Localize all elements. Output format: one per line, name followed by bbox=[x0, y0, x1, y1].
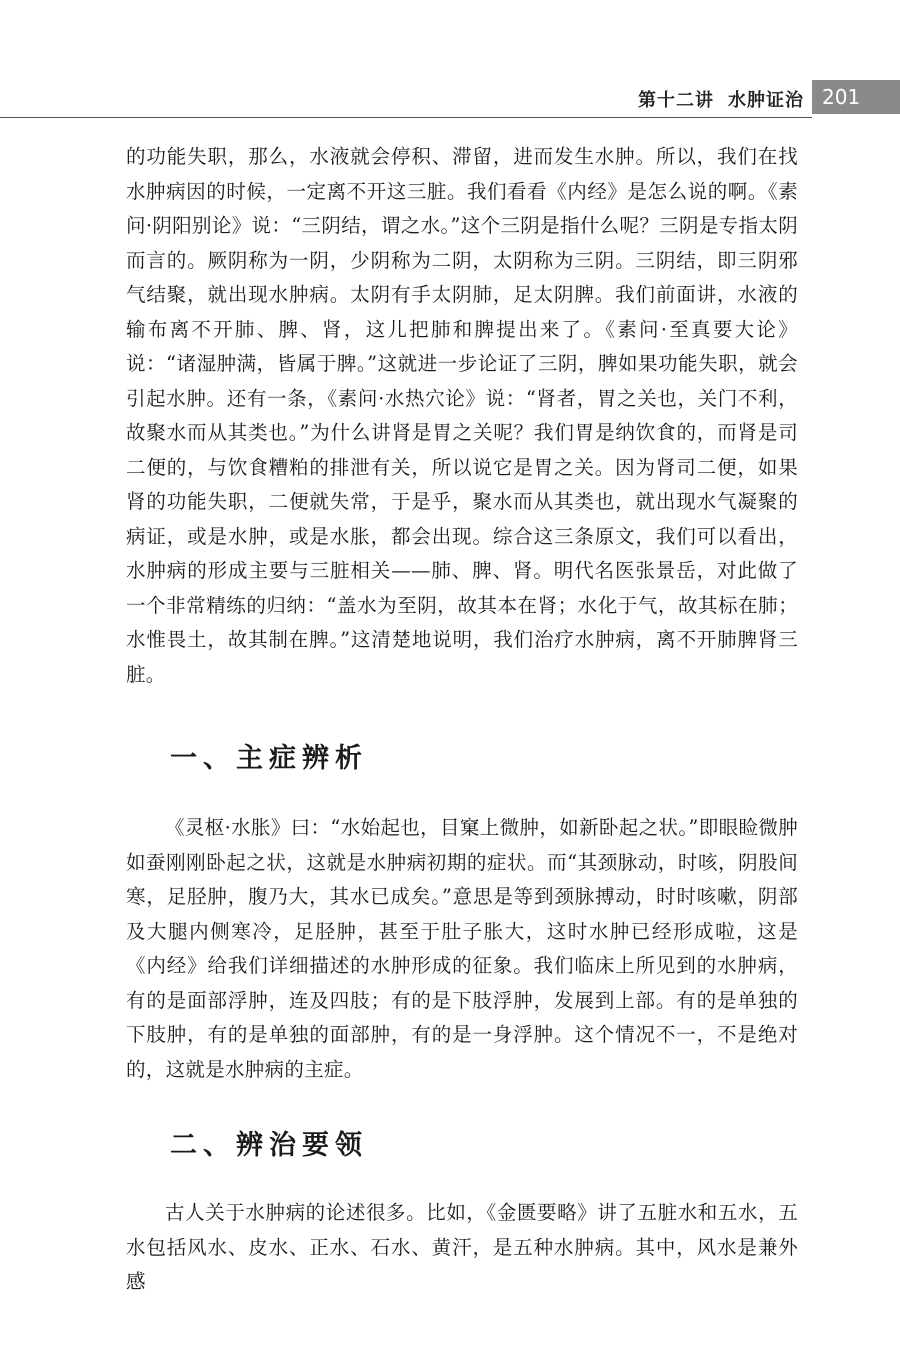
section-heading: 一、主症辨析 bbox=[170, 743, 368, 774]
body-paragraph: 的功能失职，那么，水液就会停积、滞留，进而发生水肿。所以，我们在找水肿病因的时候，一定离不开这三脏。我们看看《内经》是怎么说的啊。《素问·阴阳别论》说：“三阴结，谓之水。”这个三阴是指什么呢？三阴是专指太阴而言的。厥阴称为一阴，少阴称为二阴，太阴称为三阴。三阴结，即三阴邪气结聚，就出现水肿病。太阴有手太阴肺，足太阴脾。我们前面讲，水液的输布离不开肺、脾、肾，这儿把肺和脾提出来了。《素问·至真要大论》说：“诸湿肿满，皆属于脾。”这就进一步论证了三阴，脾如果功能失职，就会引起水肿。还有一条，《素问·水热穴论》说：“肾者，胃之关也，关门不利，故聚水而从其类也。”为什么讲肾是胃之关呢？我们胃是纳饮食的，而肾是司二便的，与饮食糟粕的排泄有关，所以说它是胃之关。因为肾司二便，如果肾的功能失职，二便就失常，于是乎，聚水而从其类也，就出现水气凝聚的病证，或是水肿，或是水胀，都会出现。综合这三条原文，我们可以看出，水肿病的形成主要与三脏相关——肺、脾、肾。明代名医张景岳，对此做了一个非常精练的归纳：“盖水为至阴，故其本在肾；水化于气，故其标在肺；水惟畏土，故其制在脾。”这清楚地说明，我们治疗水肿病，离不开肺脾肾三脏。 bbox=[126, 145, 798, 686]
body-paragraph: 《灵枢·水胀》曰：“水始起也，目窠上微肿，如新卧起之状。”即眼睑微肿如蚕刚刚卧起之状，这就是水肿病初期的症状。而“其颈脉动，时咳，阴股间寒，足胫肿，腹乃大，其水已成矣。”意思是等到颈脉搏动，时时咳嗽，阴部及大腿内侧寒冷，足胫肿，甚至于肚子胀大，这时水肿已经形成啦，这是《内经》给我们详细描述的水肿形成的征象。我们临床上所见到的水肿病，有的是面部浮肿，连及四肢；有的是下肢浮肿，发展到上部。有的是单独的下肢肿，有的是单独的面部肿，有的是一身浮肿。这个情况不一，不是绝对的，这就是水肿病的主症。 bbox=[126, 816, 798, 1081]
section-heading: 二、辨治要领 bbox=[170, 1130, 368, 1161]
chapter-label: 第十二讲 bbox=[638, 90, 714, 111]
page-body bbox=[126, 140, 798, 1300]
page-number: 201 bbox=[812, 80, 900, 114]
chapter-title: 水肿证治 bbox=[728, 90, 804, 111]
body-paragraph: 古人关于水肿病的论述很多。比如，《金匮要略》讲了五脏水和五水，五水包括风水、皮水、正水、石水、黄汗，是五种水肿病。其中，风水是兼外感 bbox=[126, 1201, 798, 1293]
running-header bbox=[0, 80, 900, 116]
header-rule bbox=[0, 117, 812, 118]
running-head-text bbox=[638, 86, 804, 112]
